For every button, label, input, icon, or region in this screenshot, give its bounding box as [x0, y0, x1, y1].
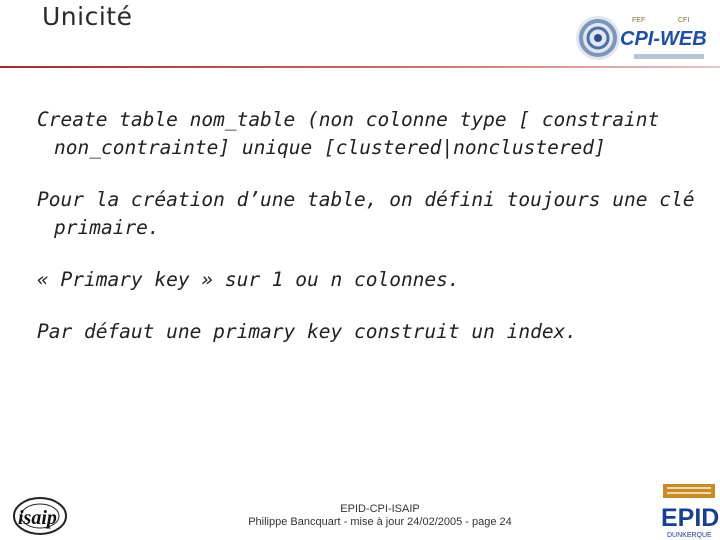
body-paragraph: Pour la création d’une table, on défini toujours une clé primaire.	[37, 188, 695, 239]
logo-small-right: CFI	[678, 17, 690, 24]
target-logo-icon	[576, 16, 620, 60]
cpi-web-logo	[574, 10, 712, 65]
epid-logo	[657, 484, 719, 540]
body-paragraph: Create table nom_table (non colonne type [ constraint non_contrainte] unique [clustered|nonclustered]	[37, 108, 660, 159]
footer	[220, 503, 540, 529]
slide-title: Unicité	[42, 2, 133, 31]
epid-wordmark: EPID	[661, 504, 719, 532]
epid-subtext: DUNKERQUE	[667, 532, 712, 539]
isaip-logo	[10, 490, 74, 538]
body-paragraph: « Primary key » sur 1 ou n colonnes.	[37, 268, 460, 291]
slide-body	[37, 106, 697, 346]
isaip-wordmark: isaip	[18, 507, 57, 529]
footer-author-date: Philippe Bancquart - mise à jour 24/02/2005 - page 24	[248, 516, 512, 528]
footer-org: EPID-CPI-ISAIP	[340, 503, 420, 515]
logo-small-left: FEF	[632, 17, 646, 24]
logo-wordmark: CPI-WEB	[620, 28, 707, 50]
epid-logo-icon	[663, 484, 715, 498]
title-divider	[0, 66, 720, 68]
body-paragraph: Par défaut une primary key construit un index.	[37, 320, 578, 343]
